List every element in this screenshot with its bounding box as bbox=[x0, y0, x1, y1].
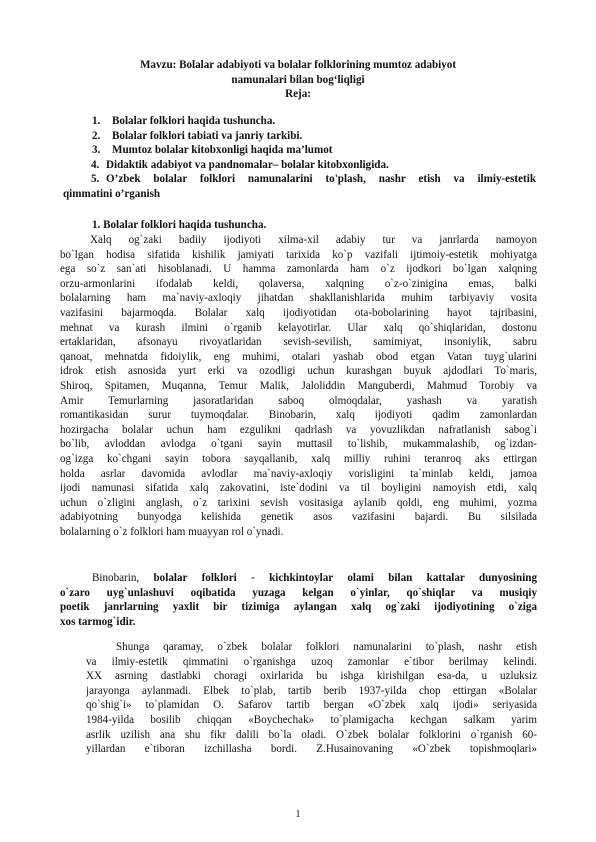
text-line: romantikasidan surur tuymoqdalar. Binobarin, xalq ijodiyoti qadim zamonlardan bbox=[60, 409, 537, 422]
paragraph-2 bbox=[60, 571, 537, 629]
text-line: holda asrlar davomida avlodlar ma`naviy-axloqiy vorisligini ta`minlab keldi, jamoa bbox=[60, 467, 537, 480]
text-line: orzu-armonlarini ifodalab keldi, qolaversa, xalqning o`z-o`zinigina emas, balki bbox=[60, 277, 537, 290]
text-line: ijodi namunasi sifatida xalq zakovatini, iste`dodini va til boyligini namoyish etdi, xalq bbox=[60, 482, 537, 495]
text-line: bolalarning o`z folklori ham muayyan rol o`ynadi. bbox=[60, 525, 284, 538]
text-line: ertaklaridan, afsonayu rivoyatlaridan sevish-sevilish, samimiyat, insoniylik, sabru bbox=[60, 336, 537, 349]
section-heading: 1. Bolalar folklori haqida tushuncha. bbox=[92, 219, 267, 231]
text-line: Xalq og`zaki badiiy ijodiyoti xilma-xil adabiy tur va janrlarda namoyon bbox=[90, 234, 537, 246]
text-line: asrlik uzilish ana shu fikr dalili bo`la oladi. O`zbek bolalar folklorini o`rganish 60- bbox=[86, 728, 537, 741]
text-line: vazifasini bajarmoqda. Bolalar xalq ijodiyotidan ota-bobolarining hayot tajribasini, bbox=[60, 306, 537, 319]
paragraph-3 bbox=[86, 640, 537, 757]
paragraph-1 bbox=[60, 233, 537, 539]
reja-heading: Reja: bbox=[285, 88, 311, 101]
text-line: xos tarmog`idir. bbox=[60, 615, 136, 628]
text-line: qo`shig`i» to`plamidan O. Safarov tartib bergan «O`zbek xalq ijodi» seriyasida bbox=[86, 699, 537, 712]
text-line: yillardan e`tiboran izchillasha bordi. Z.Husainovaning «O`zbek topishmoqlari» bbox=[86, 743, 537, 756]
page-number: 1 bbox=[295, 809, 301, 820]
document-title bbox=[60, 58, 536, 102]
plan-list bbox=[60, 114, 536, 202]
text-line: Shiroq, Spitamen, Muqanna, Temur Malik, Jaloliddin Manguberdi, Mahmud Torobiy va bbox=[60, 379, 537, 392]
plan-item-4: 4. Didaktik adabiyot va pandnomalar– bolalar kitobxonligida. bbox=[91, 158, 389, 171]
text-line: adabiyotning bunyodga kelishida genetik asos vazifasini bajardi. Bu silsilada bbox=[60, 511, 537, 524]
text-line: idrok etish asnosida yurt erki va ozodligi uchun kurashgan buyuk ajdodlari To`maris, bbox=[60, 365, 537, 378]
plan-item-5: 5. O’zbek bolalar folklori namunalarini to'plash, nashr etish va ilmiy-estetik bbox=[91, 173, 536, 186]
text-line: ega so`z san`ati hisoblanadi. U hamma zamonlarda ham o`z ijodkori bo`lgan xalqning bbox=[60, 263, 537, 276]
plan-item-5-continuation: qimmatini o’rganish bbox=[63, 187, 161, 200]
text-line: va ilmiy-estetik qimmatini o`rganishga uzoq zamonlar e`tibor berilmay kelindi. bbox=[86, 655, 537, 668]
plan-item-1: 1. Bolalar folklori haqida tushuncha. bbox=[92, 115, 276, 127]
text-line: 1984-yilda bosilib chiqqan «Boychechak» to`plamigacha kechgan salkam yarim bbox=[86, 713, 537, 726]
text-line: uchun o`zligini anglash, o`z tarixini sevish vositasiga aylanib qoldi, eng muhimi, yozma bbox=[60, 496, 537, 509]
text-line: bo`lib, avloddan avlodga o`tgani sayin muttasil to`lishib, mukammalashib, og`izdan- bbox=[60, 438, 537, 451]
text-line: Binobarin, bolalar folklori - kichkintoylar olami bilan kattalar dunyosining bbox=[92, 572, 537, 584]
text-line: bo`lgan hodisa sifatida kishilik jamiyati tarixida ko`p vazifali ijtimoiy-estetik mohiyatga bbox=[60, 248, 537, 261]
text-line: qanoat, mehnatda fidoiylik, eng muhimi, otalari yashab obod etgan Vatan tuyg`ularini bbox=[60, 350, 537, 363]
text-line: mehnat va kurash ilmini o`rganib kelayotirlar. Ular xalq qo`shiqlaridan, dostonu bbox=[60, 321, 537, 334]
text-line: o`zaro uyg`unlashuvi oqibatida yuzaga kelgan o`yinlar, qo`shiqlar va musiqiy bbox=[60, 586, 537, 599]
text-line: Amir Temurlarning jasoratlaridan saboq olmoqdalar, yashash va yaratish bbox=[60, 394, 537, 407]
text-line: jarayonga aylanmadi. Elbek to`plab, tartib berib 1937-yilda chop ettirgan «Bolalar bbox=[86, 684, 537, 697]
text-line: bolalarning ham ma`naviy-axloqiy jihatdan shakllanishlarida muhim tarbiyaviy vosita bbox=[60, 292, 537, 305]
text-line: Shunga qaramay, o`zbek bolalar folklori namunalarini to`plash, nashr etish bbox=[116, 641, 537, 653]
text-line: hozirgacha bolalar uchun ham ezgulikni qadrlash va yovuzlikdan nafratlanish sabog`i bbox=[60, 423, 537, 436]
text-line: poetik janrlarning yaxlit bir tizimiga aylangan xalq og`zaki ijodiyotining o`ziga bbox=[60, 601, 537, 614]
text-line: og`izga ko`chgani sayin tobora sayqallanib, xalq milliy ruhini teranroq aks ettirgan bbox=[60, 452, 537, 465]
title-line-2: namunalari bilan bog‘liqligi bbox=[231, 73, 365, 86]
text-line: XX asrning dastlabki choragi oxirlarida bu ishga kirishilgan esa-da, u uzluksiz bbox=[86, 670, 537, 683]
title-line-1: Mavzu: Bolalar adabiyoti va bolalar folklorining mumtoz adabiyot bbox=[139, 59, 457, 71]
plan-item-3: 3. Mumtoz bolalar kitobxonligi haqida ma’lumot bbox=[92, 144, 333, 157]
plan-item-2: 2. Bolalar folklori tabiati va janriy tarkibi. bbox=[92, 129, 303, 142]
